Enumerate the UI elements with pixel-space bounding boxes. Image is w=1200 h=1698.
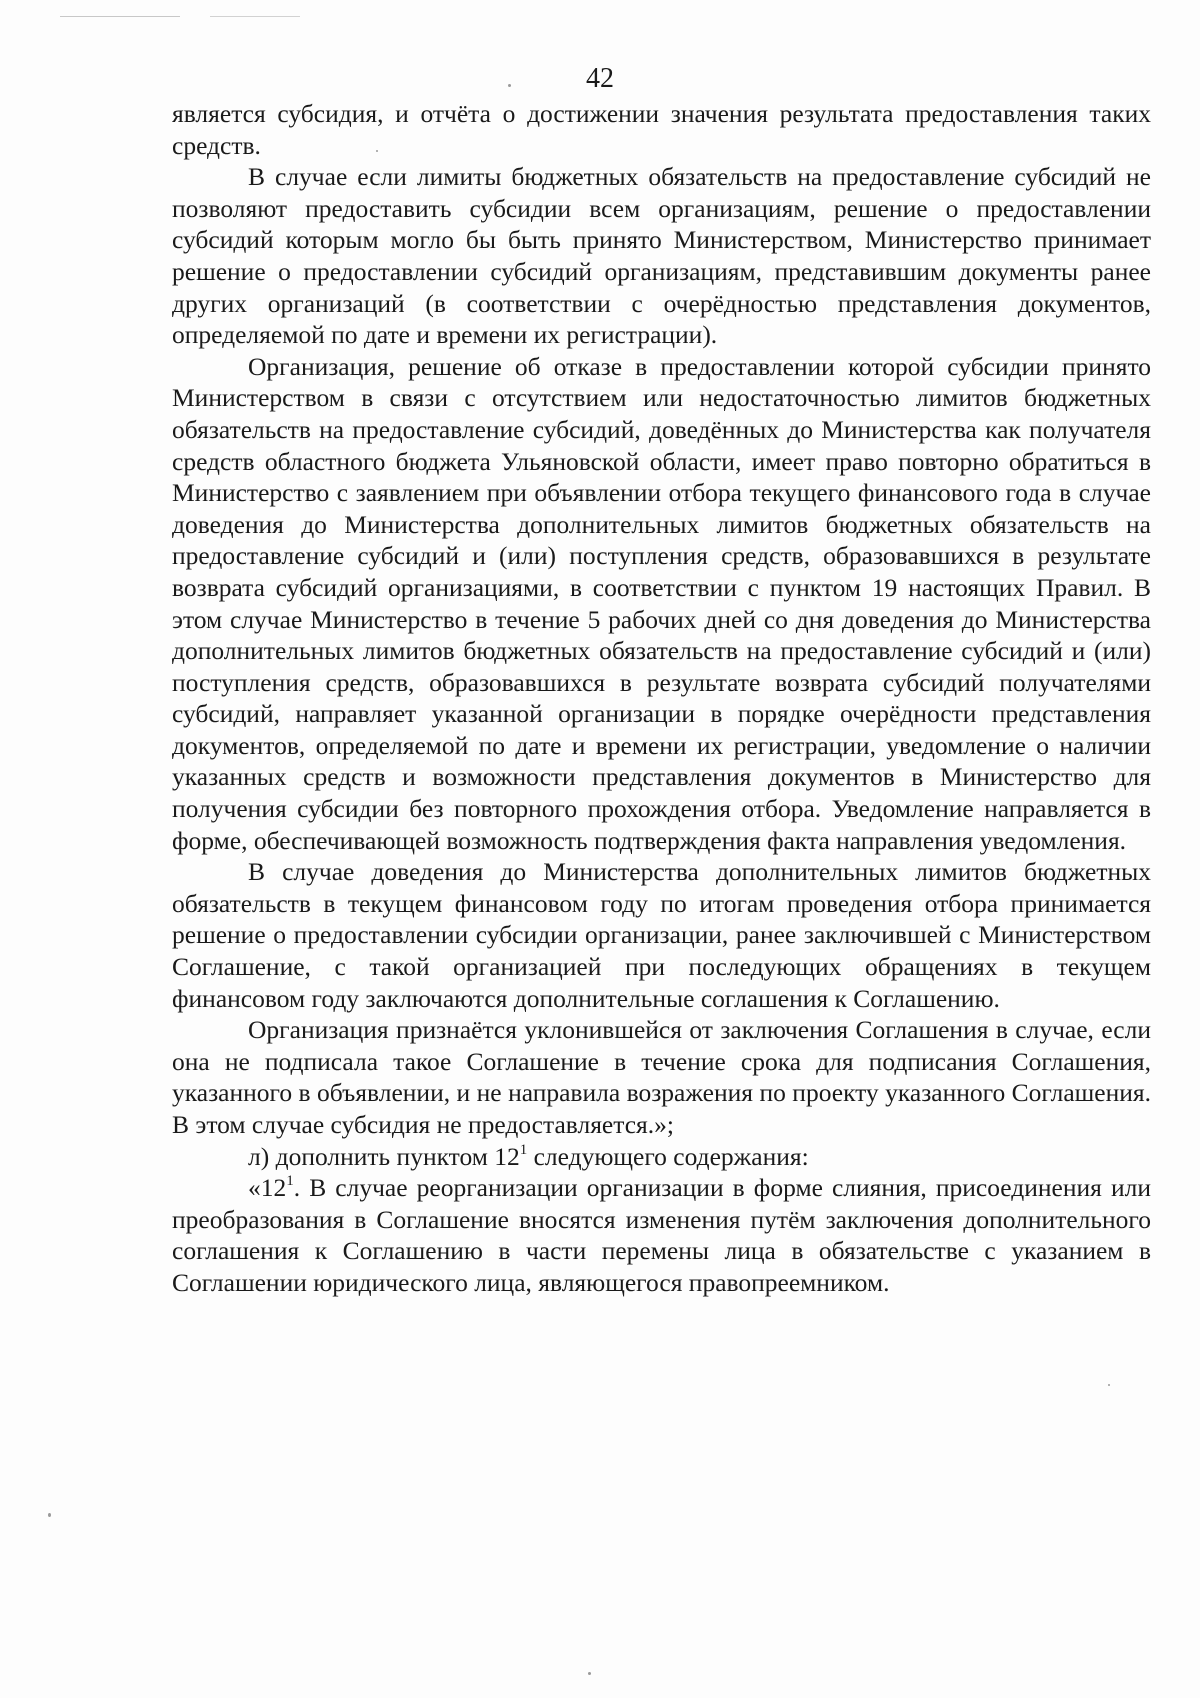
scan-speck [508,84,511,87]
clause-12-1 [172,1172,1151,1298]
scan-speck [588,1672,591,1675]
page-number: 42 [586,63,614,94]
scan-speck [1108,1384,1110,1386]
paragraph-continuation: является субсидия, и отчёта о достижении значения результата предоставления таких средств. [172,99,1151,160]
scan-speck [48,1513,51,1517]
paragraph-refusal-reapply: Организация, решение об отказе в предоставлении которой субсидии принято Министерством в связи с отсутствием или недостаточностью лимитов бюджетных обязательств на предоставление субсидий, доведённых до Министерства как получателя средств областного бюджета Ульяновской области, имеет право повторно обратиться в Министерство с заявлением при объявлении отбора текущего финансового года в случае доведения до Министерства дополнительных лимитов бюджетных обязательств на предоставление субсидий и (или) поступления средств, образовавшихся в результате возврата субсидий организациями, в соответствии с пунктом 19 настоящих Правил. В этом случае Министерство в течение 5 рабочих дней со дня доведения до Министерства дополнительных лимитов бюджетных обязательств на предоставление субсидий и (или) поступления средств, образовавшихся в результате возврата субсидий получателями субсидий, направляет указанной организации в порядке очерёдности представления документов, определяемой по дате и времени их регистрации, уведомление о наличии указанных средств и возможности представления документов в Министерство для получения субсидии без повторного прохождения отбора. Уведомление направляется в форме, обеспечивающей возможность подтверждения факта направления уведомления. [172,351,1151,855]
scan-speck [60,16,180,17]
scan-speck [210,16,300,17]
item-l-text: л) дополнить пунктом 12 [248,1141,520,1171]
document-body [172,98,1151,1299]
clause-12-1-text: . В случае реорганизации организации в форме слияния, присоединения или преобразования в Соглашение вносятся изменения путём заключения дополнительного соглашения к Соглашению в части перемены лица в обязательстве с указанием в Соглашении юридического лица, являющегося правопреемником. [172,1173,1151,1297]
paragraph-budget-limits: В случае если лимиты бюджетных обязательств на предоставление субсидий не позволяют предоставить субсидии всем организациям, решение о предоставлении субсидий которым могло бы быть принято Министерством, Министерство принимает решение о предоставлении субсидий организациям, представившим документы ранее других организаций (в соответствии с очерёдностью представления документов, определяемой по дате и времени их регистрации). [172,162,1151,350]
clause-12-1-number: «12 [248,1173,287,1203]
clause-12-1-superscript: 1 [286,1173,294,1190]
item-l-amendment [172,1141,1151,1173]
item-l-tail: следующего содержания: [527,1141,809,1171]
paragraph-evasion: Организация признаётся уклонившейся от заключения Соглашения в случае, если она не подписала такое Соглашение в течение срока для подписания Соглашения, указанного в объявлении, и не направила возражения по проекту указанного Соглашения. В этом случае субсидия не предоставляется.»; [172,1015,1151,1139]
paragraph-additional-limits: В случае доведения до Министерства дополнительных лимитов бюджетных обязательств в текущем финансовом году по итогам проведения отбора принимается решение о предоставлении субсидии организации, ранее заключившей с Министерством Соглашение, с такой организацией при последующих обращениях в текущем финансовом году заключаются дополнительные соглашения к Соглашению. [172,857,1151,1013]
scan-speck [376,150,378,152]
item-l-superscript: 1 [519,1141,528,1158]
